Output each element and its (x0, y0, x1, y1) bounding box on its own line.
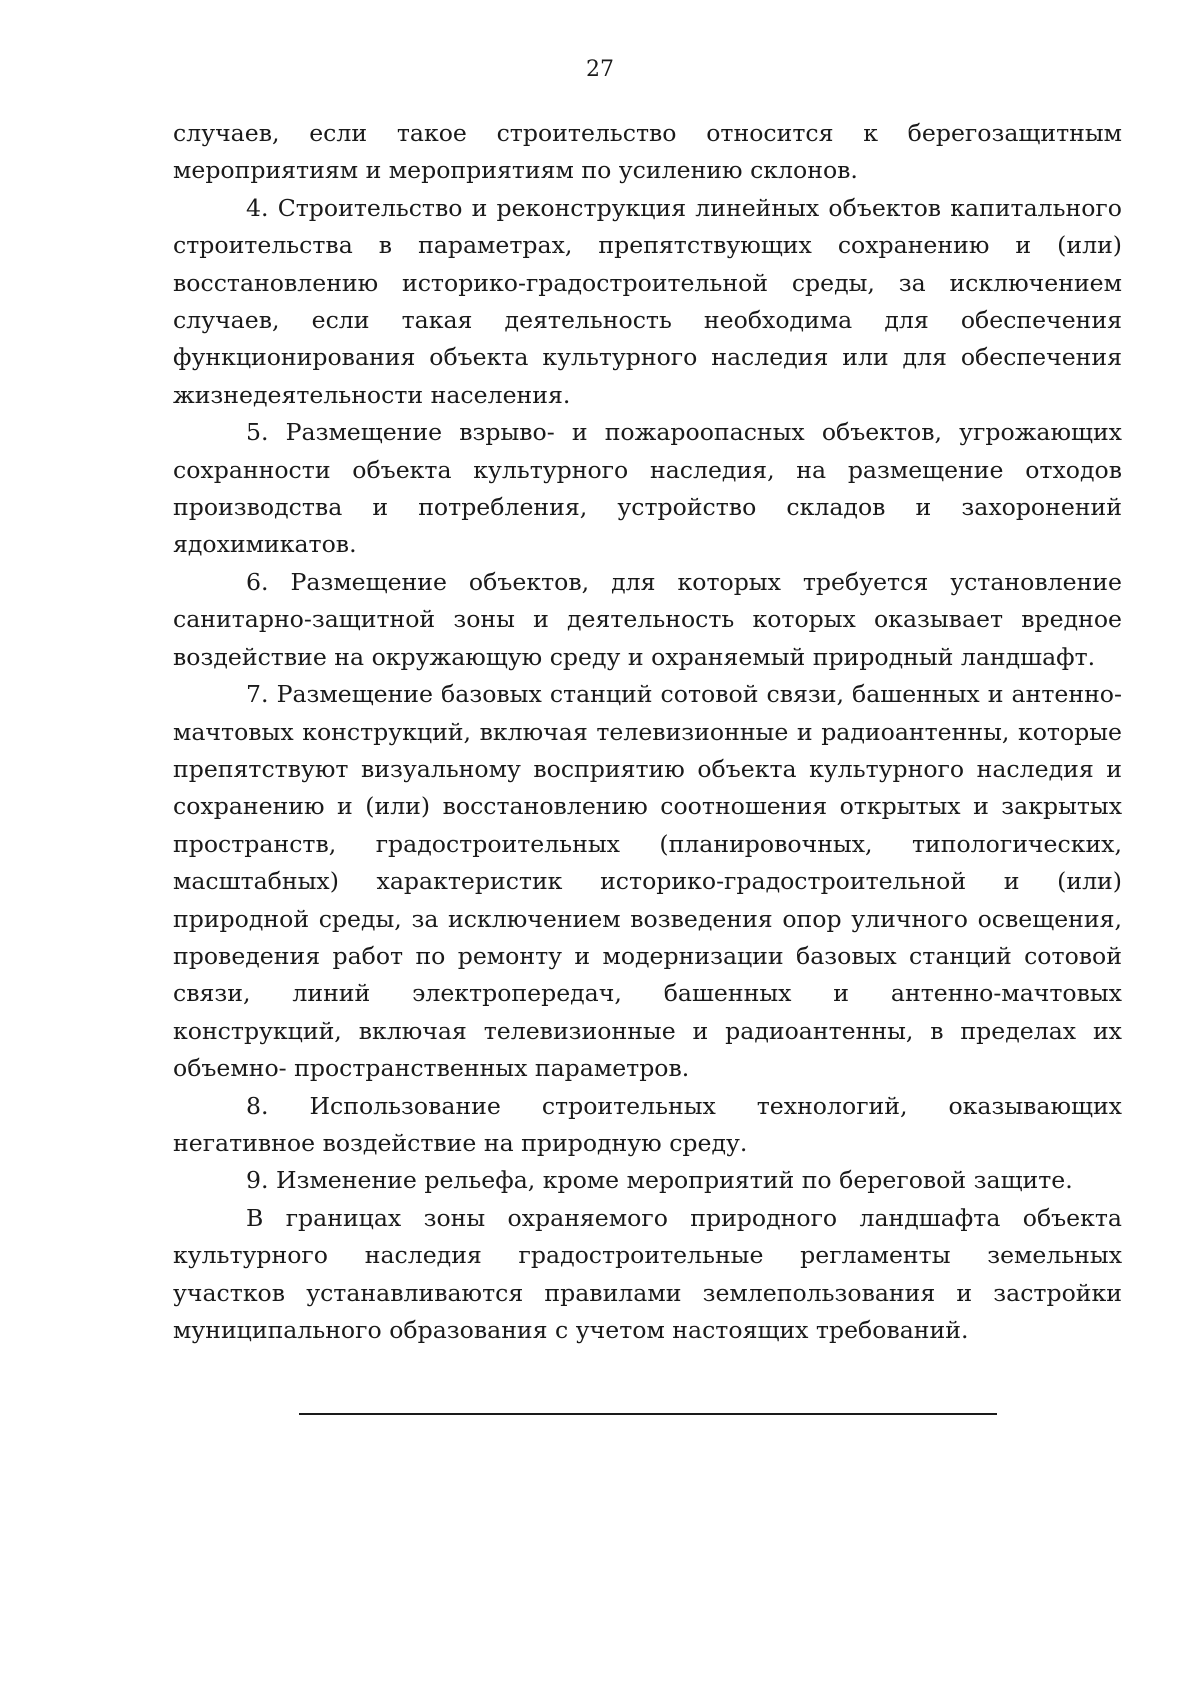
paragraph-item-9: 9. Изменение рельефа, кроме мероприятий по береговой защите. (246, 1166, 1073, 1195)
paragraph-item-4: 4. Строительство и реконструкция линейных объектов капитального строительства в параметрах, препятствующих сохранению и (или) восстановлению историко-градостроительной среды, за исключением случаев, если такая деятельность необходима для обеспечения функционирования объекта культурного наследия или для обеспечения жизнедеятельности населения. (173, 193, 1122, 409)
page-number: 27 (586, 57, 614, 82)
paragraph-closing: В границах зоны охраняемого природного ландшафта объекта культурного наследия градостроительные регламенты земельных участков устанавливаются правилами землепользования и застройки муниципального образования с учетом настоящих требований. (173, 1203, 1122, 1344)
paragraph-item-6: 6. Размещение объектов, для которых требуется установление санитарно-защитной зоны и деятельность которых оказывает вредное воздействие на окружающую среду и охраняемый природный ландшафт. (173, 567, 1122, 671)
end-separator-line (299, 1413, 997, 1415)
paragraph-item-5: 5. Размещение взрыво- и пожароопасных объектов, угрожающих сохранности объекта культурного наследия, на размещение отходов производства и потребления, устройство складов и захоронений ядохимикатов. (173, 418, 1122, 559)
paragraph-item-7: 7. Размещение базовых станций сотовой связи, башенных и антенно-мачтовых конструкций, включая телевизионные и радиоантенны, которые препятствуют визуальному восприятию объекта культурного наследия и сохранению и (или) восстановлению соотношения открытых и закрытых пространств, градостроительных (планировочных, типологических, масштабных) характеристик историко-градостроительной и (или) природной среды, за исключением возведения опор уличного освещения, проведения работ по ремонту и модернизации базовых станций сотовой связи, линий электропередач, башенных и антенно-мачтовых конструкций, включая телевизионные и радиоантенны, в пределах их объемно- пространственных параметров. (173, 680, 1122, 1083)
paragraph-continuation: случаев, если такое строительство относится к берегозащитным мероприятиям и мероприятиям по усилению склонов. (173, 119, 1122, 185)
document-body (173, 115, 1122, 1349)
paragraph-item-8: 8. Использование строительных технологий, оказывающих негативное воздействие на природную среду. (173, 1091, 1122, 1157)
